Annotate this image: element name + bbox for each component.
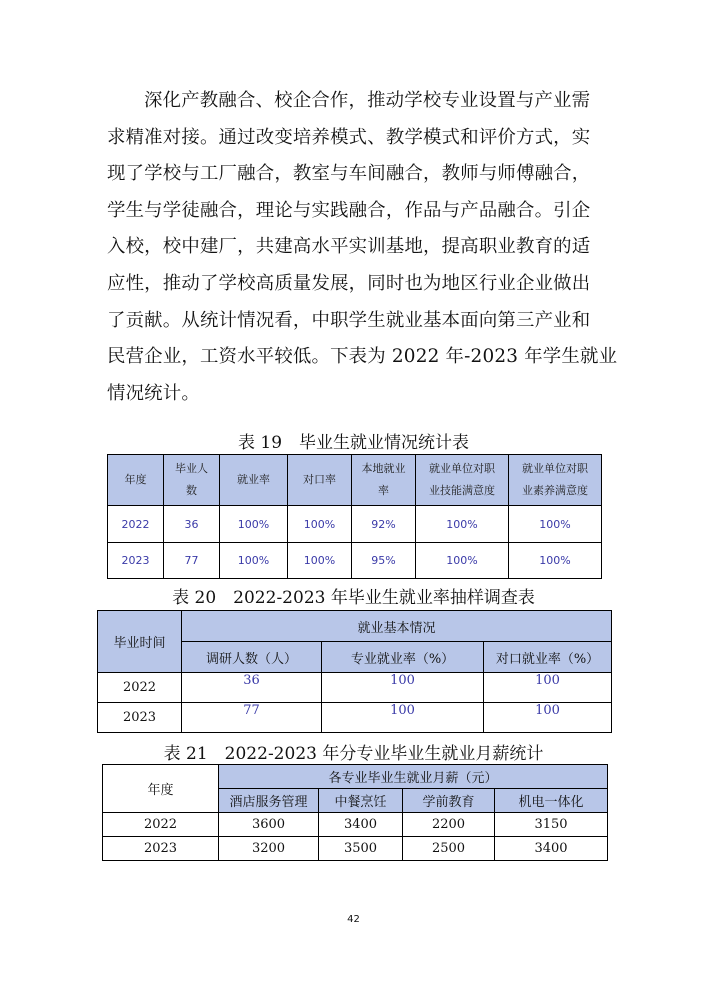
- cell: 2023: [98, 703, 182, 733]
- header-cell: 对口率: [288, 455, 352, 506]
- paragraph-line: 了贡献。从统计情况看，中职学生就业基本面向第三产业和: [107, 309, 591, 331]
- cell: 36: [164, 506, 220, 543]
- header-cell: 毕业时间: [98, 611, 182, 673]
- cell: 100%: [288, 543, 352, 579]
- page-number: 42: [347, 914, 360, 925]
- header-cell: 本地就业率: [352, 455, 416, 506]
- header-cell: 就业率: [220, 455, 288, 506]
- cell: 100: [484, 703, 612, 733]
- table19-caption: 表 19 毕业生就业情况统计表: [237, 433, 470, 453]
- cell: 3150: [495, 813, 608, 837]
- table-row: [98, 673, 612, 703]
- cell: 3400: [319, 813, 403, 837]
- header-cell: 就业单位对职业技能满意度: [416, 455, 509, 506]
- table-header-row: [108, 455, 602, 506]
- table-row: [98, 703, 612, 733]
- cell: 36: [182, 673, 322, 703]
- header-cell: 就业单位对职业素养满意度: [509, 455, 602, 506]
- cell: 100: [322, 673, 484, 703]
- paragraph-line: 求精准对接。通过改变培养模式、教学模式和评价方式，实: [107, 126, 591, 148]
- cell: 92%: [352, 506, 416, 543]
- header-cell: 机电一体化: [495, 789, 608, 813]
- cell: 3200: [219, 837, 319, 861]
- cell: 100%: [416, 543, 509, 579]
- table-row: [103, 813, 608, 837]
- cell: 100: [322, 703, 484, 733]
- cell: 100%: [220, 543, 288, 579]
- cell: 77: [182, 703, 322, 733]
- table-row: [108, 543, 602, 579]
- cell: 100%: [220, 506, 288, 543]
- cell: 2023: [108, 543, 164, 579]
- paragraph-line: 应性，推动了学校高质量发展，同时也为地区行业企业做出: [107, 272, 591, 294]
- cell: 2022: [103, 813, 219, 837]
- header-cell: 酒店服务管理: [219, 789, 319, 813]
- paragraph-line: 民营企业，工资水平较低。下表为 2022 年-2023 年学生就业: [107, 346, 618, 368]
- cell: 3600: [219, 813, 319, 837]
- header-cell: 调研人数（人）: [182, 642, 322, 673]
- cell: 100: [484, 673, 612, 703]
- table-header-row: [103, 765, 608, 789]
- table-row: [103, 837, 608, 861]
- group-header-cell: 各专业毕业生就业月薪（元）: [219, 765, 608, 789]
- cell: 3400: [495, 837, 608, 861]
- cell: 100%: [416, 506, 509, 543]
- header-cell: 年度: [103, 765, 219, 813]
- cell: 77: [164, 543, 220, 579]
- paragraph-line: 学生与学徒融合，理论与实践融合，作品与产品融合。引企: [107, 199, 591, 221]
- table-row: [108, 506, 602, 543]
- cell: 3500: [319, 837, 403, 861]
- cell: 2022: [108, 506, 164, 543]
- body-paragraph: [107, 83, 618, 412]
- paragraph-line: 情况统计。: [107, 382, 200, 404]
- header-cell: 对口就业率（%）: [484, 642, 612, 673]
- header-cell: 学前教育: [403, 789, 495, 813]
- cell: 2023: [103, 837, 219, 861]
- paragraph-line: 入校，校中建厂，共建高水平实训基地，提高职业教育的适: [107, 236, 591, 258]
- table-header-row: [98, 611, 612, 642]
- paragraph-line: 深化产教融合、校企合作，推动学校专业设置与产业需: [144, 90, 591, 111]
- table21-caption: 表 21 2022-2023 年分专业毕业生就业月薪统计: [163, 744, 544, 764]
- table20-caption: 表 20 2022-2023 年毕业生就业率抽样调查表: [172, 588, 535, 608]
- cell: 100%: [288, 506, 352, 543]
- table20: [97, 610, 612, 733]
- header-cell: 中餐烹饪: [319, 789, 403, 813]
- cell: 2200: [403, 813, 495, 837]
- cell: 2500: [403, 837, 495, 861]
- group-header-cell: 就业基本情况: [182, 611, 612, 642]
- cell: 95%: [352, 543, 416, 579]
- cell: 100%: [509, 543, 602, 579]
- header-cell: 毕业人数: [164, 455, 220, 506]
- table19: [107, 454, 602, 579]
- header-cell: 专业就业率（%）: [322, 642, 484, 673]
- paragraph-line: 现了学校与工厂融合，教室与车间融合，教师与师傅融合，: [107, 163, 591, 185]
- header-cell: 年度: [108, 455, 164, 506]
- table21: [102, 764, 608, 861]
- cell: 100%: [509, 506, 602, 543]
- cell: 2022: [98, 673, 182, 703]
